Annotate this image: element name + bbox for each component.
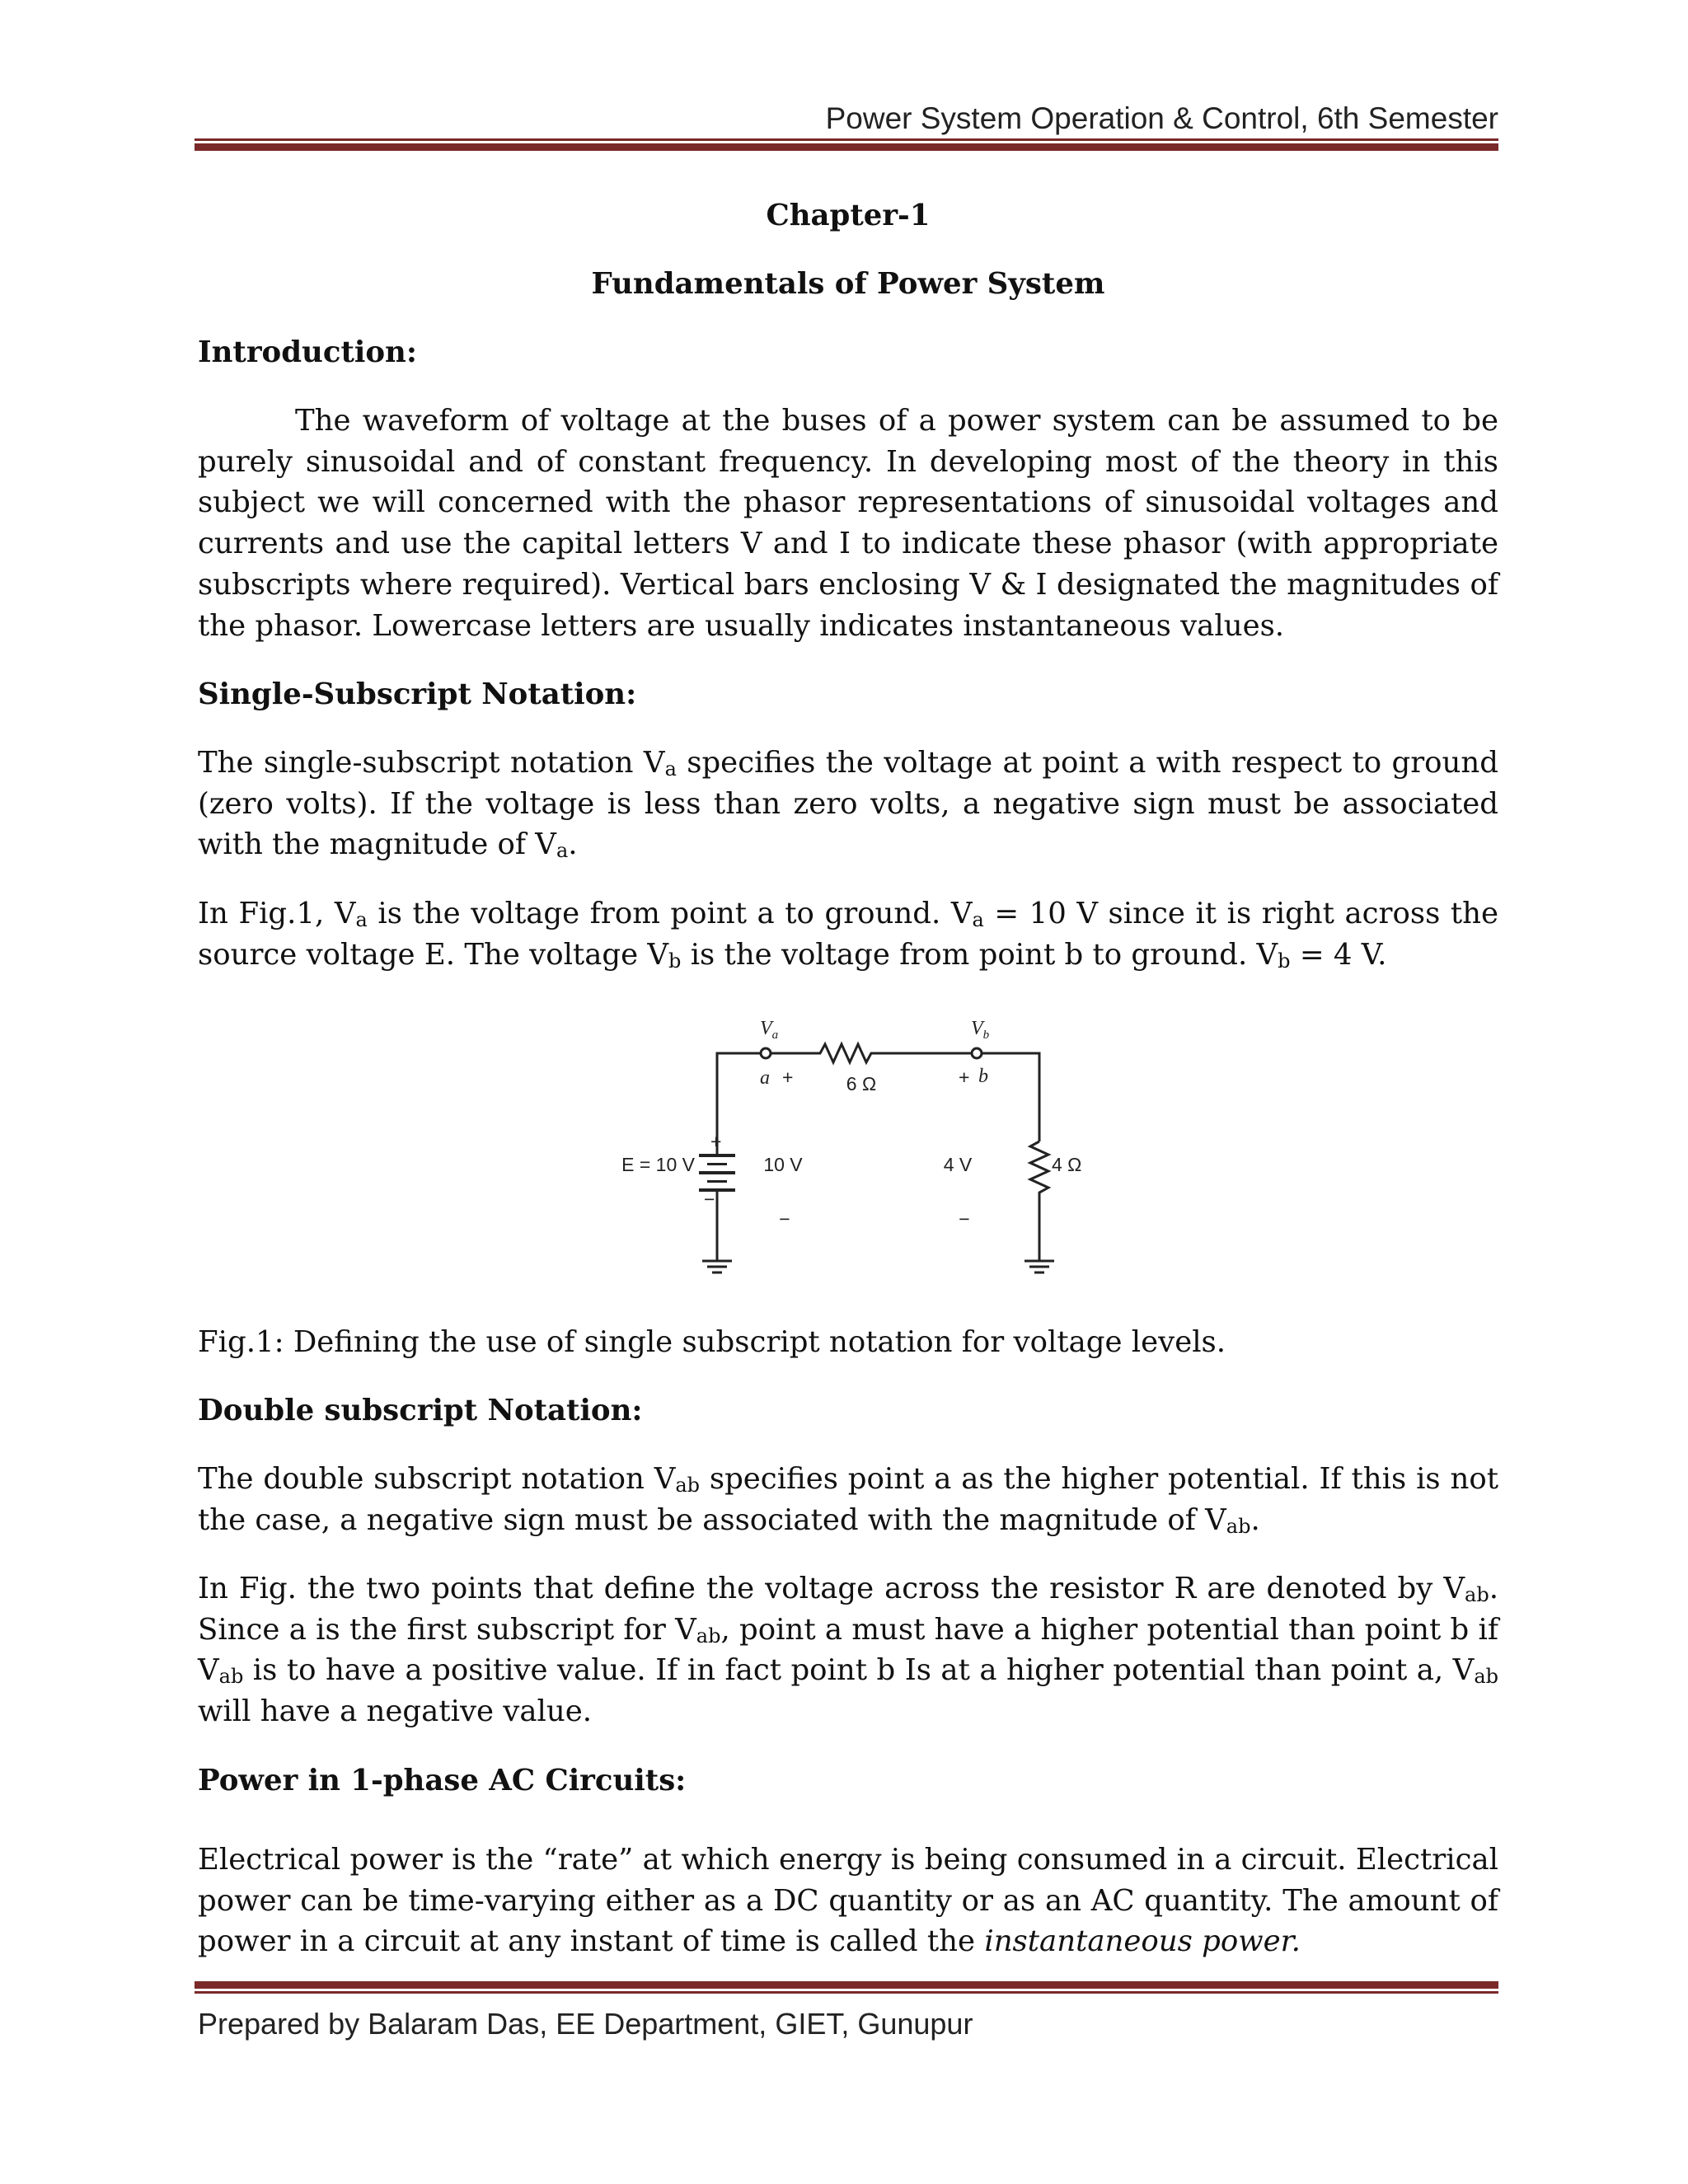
node-b-terminal [972,1048,982,1058]
wire-right-top [982,1053,1039,1141]
circuit-diagram [569,1010,1129,1302]
node-a-label: a [760,1067,770,1089]
vb-label: $V_b$ [971,1018,990,1042]
circuit-figure [569,1010,1129,1302]
power-heading: Power in 1-phase AC Circuits: [198,1764,687,1797]
header-rule [195,138,1498,151]
page-footer: Prepared by Balaram Das, EE Department, GIET, Gunupur [198,2007,973,2041]
chapter-number: Chapter-1 [766,199,931,232]
r1-label: 6 Ω [846,1073,877,1094]
double-subscript-paragraph-2: In Fig. the two points that define the voltage across the resistor R are denoted by $V_{ab}$. Since a is the first subscript for $V_{ab}$, point a must have a higher potential than point b if $V_{ab}$ is to have a positive value. If in fact point b Is at a higher potential than point a, $V_{ab}$ will have a negative value. [198,1572,1499,1729]
introduction-heading: Introduction: [198,335,417,369]
single-subscript-paragraph-1: The single-subscript notation $V_a$ specifies the voltage at point a with respect to ground (zero volts). If the voltage is less than zero volts, a negative sign must be associated with the magnitude of $V_a$. [198,746,1498,863]
chapter-title: Fundamentals of Power System [591,267,1105,301]
single-subscript-heading: Single-Subscript Notation: [198,677,637,711]
single-subscript-paragraph-2: In Fig.1, $V_a$ is the voltage from point a to ground. $V_a = 10$ V since it is right across the source voltage E. The voltage $V_b$ is the voltage from point b to ground. $V_b = 4$ V. [198,897,1499,972]
node-a-plus: + [782,1066,794,1088]
footer-rule [195,1981,1498,1994]
battery-plus: + [710,1131,722,1152]
ground-right-icon [1025,1261,1054,1272]
wire-left-top [717,1053,761,1141]
node-a-terminal [761,1048,771,1058]
running-header: Power System Operation & Control, 6th Semester [825,101,1498,135]
drop-a-label: 10 V [763,1154,803,1175]
drop-a-minus: − [779,1208,790,1230]
battery-minus: − [704,1188,715,1210]
r2-label: 4 Ω [1052,1154,1082,1175]
ground-left-icon [702,1261,732,1272]
node-b-plus: + [959,1066,970,1088]
double-subscript-paragraph-1: The double subscript notation $V_{ab}$ specifies point a as the higher potential. If this is not the case, a negative sign must be associated with the magnitude of $V_{ab}$. [198,1462,1498,1538]
resistor-4-ohm [1030,1141,1048,1261]
power-paragraph: Electrical power is the “rate” at which energy is being consumed in a circuit. Electrical power can be time-varying either as a DC quantity or as an AC quantity. The amount of power in a circuit at any instant of time is called the instantaneous power. [198,1843,1498,1959]
figure-caption: Fig.1: Defining the use of single subscript notation for voltage levels. [198,1325,1226,1359]
double-subscript-heading: Double subscript Notation: [198,1394,643,1427]
battery-icon [699,1154,735,1192]
source-label: E = 10 V [621,1154,695,1175]
node-b-label: b [978,1066,988,1087]
resistor-6-ohm [771,1044,972,1062]
va-label: $V_a$ [760,1018,779,1042]
drop-b-minus: − [959,1208,970,1230]
drop-b-label: 4 V [943,1154,973,1175]
introduction-paragraph: The waveform of voltage at the buses of a power system can be assumed to be purely sinusoidal and of constant frequency. In developing most of the theory in this subject we will concerned with the phasor representations of sinusoidal voltages and currents and use the capital letters V and I to indicate these phasor (with appropriate subscripts where required). Vertical bars enclosing V & I designated the magnitudes of the phasor. Lowercase letters are usually indicates instantaneous values. [198,404,1498,643]
